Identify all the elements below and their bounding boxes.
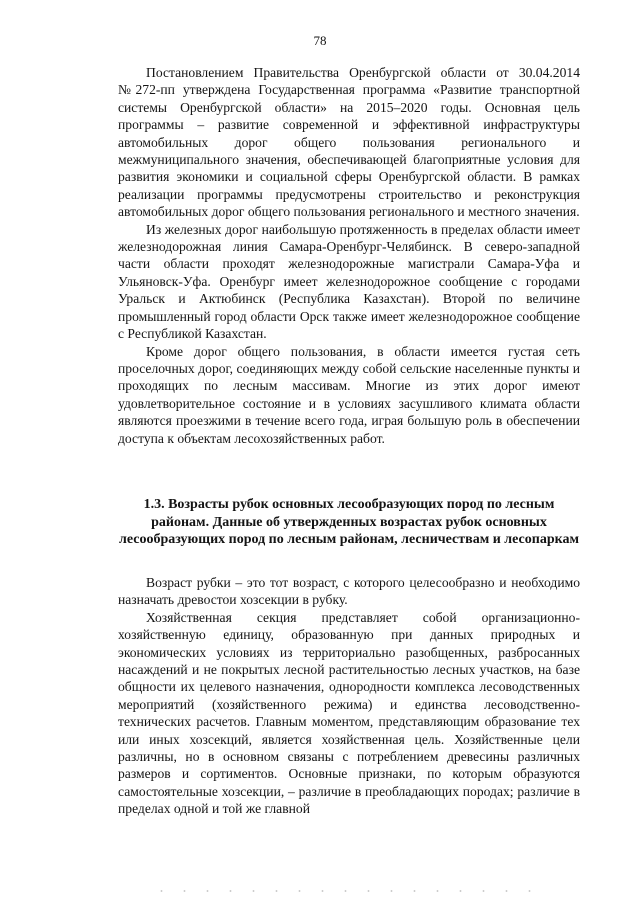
intro-text — [118, 64, 580, 447]
paragraph-country-roads: Кроме дорог общего пользования, в области имеется густая сеть проселочных дорог, соединяющих между собой сельские населенные пункты и проходящих по лесным массивам. Многие из этих дорог имеют удовлетворительное состояние и в условиях засушливого климата области являются проезжими в течение всего года, играя большую роль в обеспечении доступа к объектам лесохозяйственных работ. — [118, 343, 580, 446]
paragraph-cutting-age: Возраст рубки – это тот возраст, с которого целесообразно и необходимо назначать древостои хозсекции в рубку. — [118, 575, 580, 608]
paragraph-railways: Из железных дорог наибольшую протяженность в пределах области имеет железнодорожная линия Самара-Оренбург-Челябинск. В северо-западной части области проходят железнодорожные магистрали Самара-Уфа и Ульяновск-Уфа. Оренбург имеет железнодорожное сообщение с городами Уральск и Актюбинск (Республика Казахстан). Второй по величине промышленный город области Орск также имеет железнодорожное сообщение с Республикой Казахстан. — [118, 221, 580, 342]
scan-artifact — [150, 889, 550, 893]
paragraph-economic-section: Хозяйственная секция представляет собой организационно-хозяйственную единицу, образованную при данных природных и экономических условиях из территориально разобщенных, разбросанных насаждений и не покрытых лесной растительностью лесных участков, на базе общности их целевого назначения, однородности комплекса лесоводственных мероприятий (хозяйственного режима) и единства лесоводственно-технических расчетов. Главным моментом, представляющим образование тех или иных хозсекций, является хозяйственная цель. Хозяйственные цели различны, но в основном связаны с потреблением древесины различных размеров и сортиментов. Основные признаки, по которым образуются самостоятельные хозсекции, – различие в преобладающих породах; различие в пределах одной и той же главной — [118, 609, 580, 817]
section-text — [118, 574, 580, 818]
page-number: 78 — [313, 33, 327, 48]
section-heading: 1.3. Возрасты рубок основных лесообразующих пород по лесным районам. Данные об утвержденных возрастах рубок основных лесообразующих пород по лесным районам, лесничествам и лесопаркам — [118, 497, 579, 548]
paragraph-transport-program: Постановлением Правительства Оренбургской области от 30.04.2014 №272-пп утверждена Государственная программа «Развитие транспортной системы Оренбургской области» на 2015–2020 годы. Основная цель программы – развитие современной и эффективной инфраструктуры автомобильных дорог общего пользования регионального и межмуниципального значения, обеспечивающей благоприятные условия для развития экономики и социальной сферы Оренбургской области. В рамках реализации программы предусмотрены строительство и реконструкция автомобильных дорог общего пользования регионального и местного значения. — [118, 65, 580, 220]
